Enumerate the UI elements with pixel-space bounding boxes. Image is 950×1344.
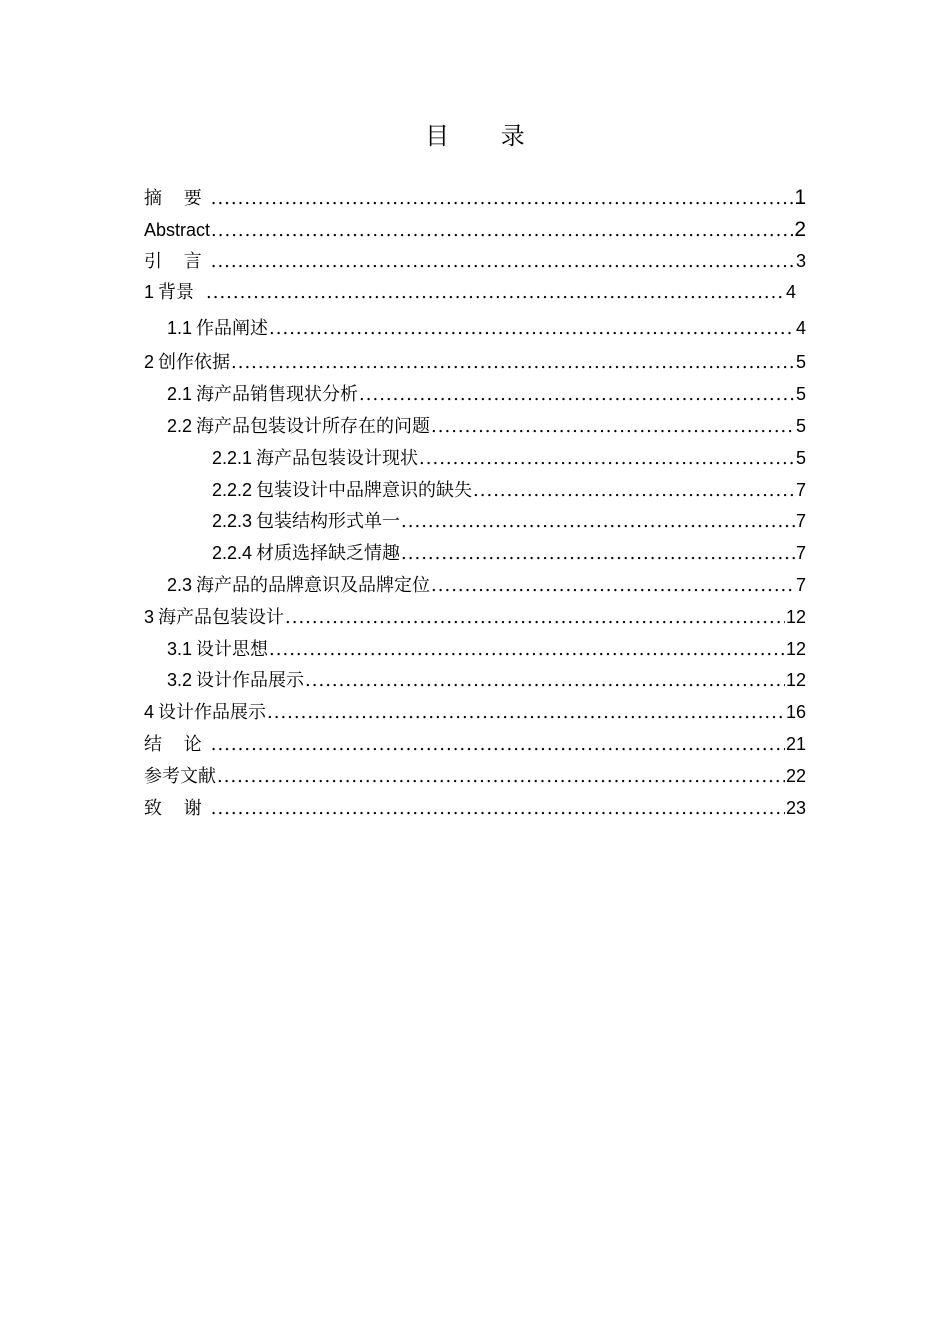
- toc-entry-page: 2: [794, 217, 806, 241]
- toc-entry-page: 12: [785, 606, 806, 627]
- toc-entry-page: 7: [795, 543, 806, 564]
- dot-leader: [401, 538, 795, 570]
- dot-leader: [231, 347, 795, 379]
- toc-entry-label: 作品阐述: [196, 318, 269, 340]
- toc-entry-number: 2.2.3: [212, 511, 253, 532]
- toc-entry-1[interactable]: [144, 277, 806, 307]
- toc-entry-2-2-1[interactable]: [144, 443, 806, 475]
- toc-entry-1-1[interactable]: [144, 307, 806, 347]
- toc-entry-acknowledgements[interactable]: [144, 793, 806, 825]
- toc-entry-number: 2.2: [167, 415, 193, 436]
- dot-leader: [401, 506, 795, 538]
- toc-entry-page: 12: [785, 638, 806, 659]
- toc-entry-page: 3: [795, 250, 806, 271]
- toc-entry-label: 包装结构形式单一: [256, 511, 401, 533]
- table-of-contents: [144, 182, 806, 824]
- toc-entry-label: 引 言: [144, 250, 210, 272]
- toc-entry-label: 材质选择缺乏情趣: [256, 543, 401, 565]
- toc-entry-number: 2.2.2: [212, 479, 253, 500]
- dot-leader: [431, 570, 795, 602]
- toc-entry-page: 4: [795, 318, 806, 339]
- toc-entry-2-2-2[interactable]: [144, 475, 806, 507]
- toc-entry-page: 12: [785, 670, 806, 691]
- toc-entry-2-2[interactable]: [144, 411, 806, 443]
- toc-entry-page: 5: [795, 352, 806, 373]
- dot-leader: [269, 634, 785, 666]
- toc-entry-label: 海产品包装设计所存在的问题: [196, 415, 431, 437]
- toc-entry-2[interactable]: [144, 347, 806, 379]
- toc-entry-introduction[interactable]: [144, 246, 806, 278]
- toc-entry-label: 摘 要: [144, 188, 210, 209]
- toc-entry-abstract-en[interactable]: [144, 214, 806, 246]
- toc-entry-number: 2.2.1: [212, 447, 253, 468]
- toc-entry-3-1[interactable]: [144, 634, 806, 666]
- dot-leader: [211, 246, 795, 278]
- dot-leader: [269, 310, 795, 347]
- toc-entry-number: 4: [144, 702, 155, 723]
- toc-entry-page: 5: [795, 447, 806, 468]
- toc-entry-label: 创作依据: [158, 352, 231, 374]
- toc-entry-label: 背景: [158, 282, 195, 304]
- toc-entry-conclusion[interactable]: [144, 729, 806, 761]
- page-title: 目 录: [425, 122, 547, 150]
- toc-entry-number: 2.1: [167, 384, 193, 405]
- toc-entry-label: Abstract: [144, 219, 211, 240]
- dot-leader: [211, 793, 785, 825]
- toc-entry-number: 1: [144, 282, 155, 303]
- dot-leader: [285, 602, 785, 634]
- dot-leader: [217, 761, 785, 793]
- toc-entry-page: 21: [785, 733, 806, 754]
- toc-entry-label: 海产品的品牌意识及品牌定位: [196, 574, 431, 596]
- dot-leader: [473, 475, 795, 507]
- toc-entry-page: 7: [795, 574, 806, 595]
- toc-entry-label: 结 论: [144, 733, 210, 755]
- toc-entry-2-2-4[interactable]: [144, 538, 806, 570]
- dot-leader: [419, 443, 795, 475]
- toc-entry-2-3[interactable]: [144, 570, 806, 602]
- toc-entry-page: 4: [785, 282, 796, 303]
- toc-entry-label: 设计作品展示: [196, 670, 305, 692]
- toc-entry-label: 海产品销售现状分析: [196, 384, 359, 406]
- toc-entry-page: 16: [785, 702, 806, 723]
- toc-entry-number: 2.3: [167, 574, 193, 595]
- dot-leader: [267, 697, 785, 729]
- dot-leader: [211, 729, 785, 761]
- toc-entry-number: 3: [144, 606, 155, 627]
- toc-entry-number: 3.1: [167, 638, 193, 659]
- toc-entry-number: 2: [144, 352, 155, 373]
- toc-entry-2-2-3[interactable]: [144, 506, 806, 538]
- toc-entry-page: 5: [795, 384, 806, 405]
- dot-leader: [211, 215, 793, 246]
- toc-entry-references[interactable]: [144, 761, 806, 793]
- toc-entry-label: 参考文献: [144, 765, 216, 787]
- dot-leader: [206, 278, 785, 307]
- toc-entry-number: 1.1: [167, 318, 193, 339]
- dot-leader: [305, 665, 785, 697]
- toc-entry-label: 海产品包装设计现状: [256, 447, 419, 469]
- toc-entry-label: 设计思想: [196, 638, 269, 660]
- toc-entry-page: 7: [795, 511, 806, 532]
- dot-leader: [431, 411, 795, 443]
- toc-entry-3[interactable]: [144, 602, 806, 634]
- toc-entry-page: 5: [795, 415, 806, 436]
- toc-entry-page: 7: [795, 479, 806, 500]
- toc-entry-label: 海产品包装设计: [158, 606, 285, 628]
- dot-leader: [359, 379, 795, 411]
- toc-entry-number: 3.2: [167, 670, 193, 691]
- toc-entry-page: 22: [785, 765, 806, 786]
- toc-entry-label: 致 谢: [144, 797, 210, 819]
- toc-entry-2-1[interactable]: [144, 379, 806, 411]
- toc-entry-abstract-cn[interactable]: [144, 182, 806, 214]
- toc-entry-page: 1: [794, 186, 806, 209]
- toc-entry-label: 设计作品展示: [158, 702, 267, 724]
- toc-entry-3-2[interactable]: [144, 665, 806, 697]
- dot-leader: [211, 183, 794, 214]
- toc-entry-4[interactable]: [144, 697, 806, 729]
- toc-entry-page: 23: [785, 797, 806, 818]
- toc-entry-label: 包装设计中品牌意识的缺失: [256, 479, 473, 501]
- toc-entry-number: 2.2.4: [212, 543, 253, 564]
